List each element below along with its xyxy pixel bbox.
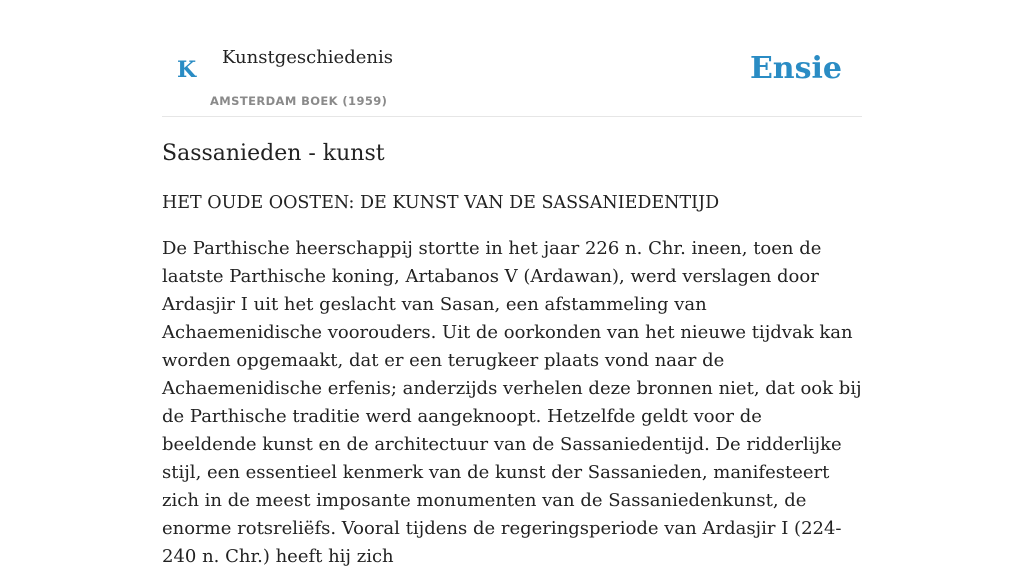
- article: [162, 138, 862, 571]
- brand-logo[interactable]: Ensie: [749, 51, 842, 86]
- category-logo[interactable]: K: [177, 57, 197, 83]
- source-subtitle: AMSTERDAM BOEK (1959): [210, 94, 388, 108]
- category-title[interactable]: Kunstgeschiedenis: [222, 47, 393, 68]
- section-heading: HET OUDE OOSTEN: DE KUNST VAN DE SASSANIEDENTIJD: [162, 193, 720, 213]
- page-title: Sassanieden - kunst: [162, 141, 385, 166]
- header: [162, 0, 862, 117]
- article-paragraph: De Parthische heerschappij stortte in het jaar 226 n. Chr. ineen, toen de laatste Parthische koning, Artabanos V (Ardawan), werd verslagen door Ardasjir I uit het geslacht van Sasan, een afstammeling van Achaemenidische voorouders. Uit de oorkonden van het nieuwe tijdvak kan worden opgemaakt, dat er een terugkeer plaats vond naar de Achaemenidische erfenis; anderzijds verhelen deze bronnen niet, dat ook bij de Parthische traditie werd aangeknoopt. Hetzelfde geldt voor de beeldende kunst en de architectuur van de Sassaniedentijd. De ridderlijke stijl, een essentieel kenmerk van de kunst der Sassanieden, manifesteert zich in de meest imposante monumenten van de Sassaniedenkunst, de enorme rotsreliëfs. Vooral tijdens de regeringsperiode van Ardasjir I (224-240 n. Chr.) heeft hij zich: [162, 238, 862, 567]
